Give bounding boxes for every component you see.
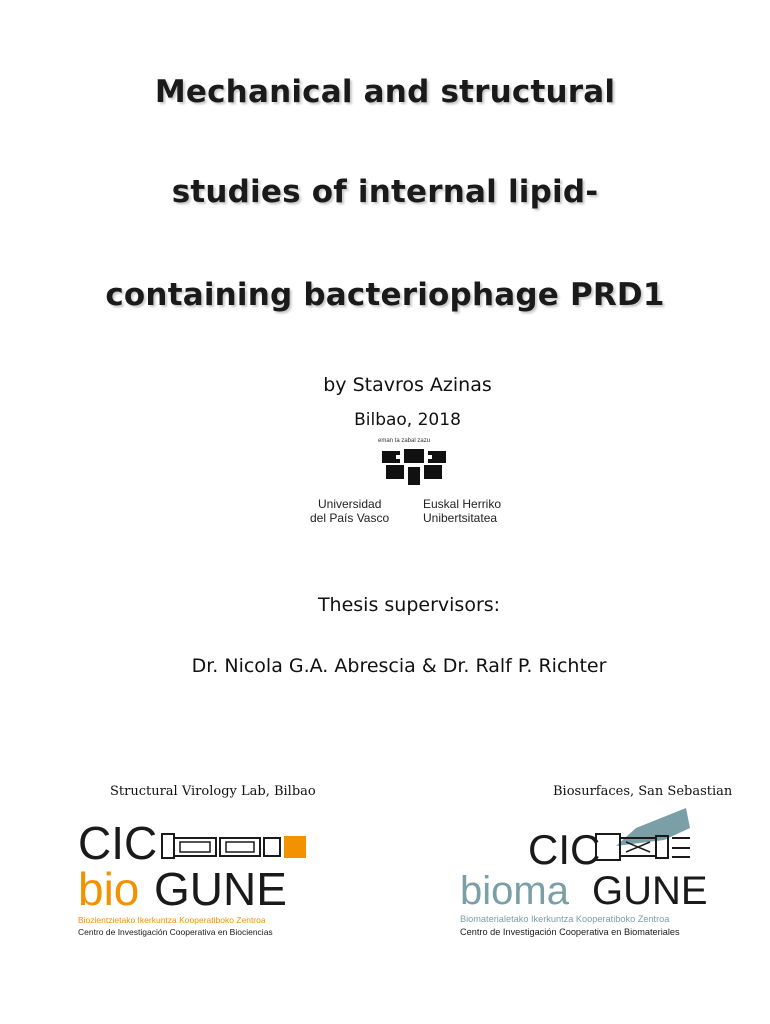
supervisors-heading: Thesis supervisors: bbox=[317, 594, 501, 616]
cic-biogune-logo bbox=[78, 817, 318, 940]
place-year: Bilbao, 2018 bbox=[354, 410, 461, 430]
right-lab-caption: Biosurfaces, San Sebastian bbox=[553, 784, 733, 799]
title-line-3: containing bacteriophage PRD1 bbox=[105, 277, 665, 313]
biomagune-sub1: Biomaterialetako Ikerkuntza Kooperatiboko Zentroa bbox=[460, 914, 670, 924]
biogune-sub2: Centro de Investigación Cooperativa en Biociencias bbox=[78, 927, 273, 937]
biomagune-sub2: Centro de Investigación Cooperativa en Biomateriales bbox=[460, 927, 680, 937]
biomagune-cic-text: CIC bbox=[528, 826, 601, 873]
left-lab-caption: Structural Virology Lab, Bilbao bbox=[110, 784, 316, 799]
biogune-building-icon bbox=[160, 828, 310, 860]
upv-left-name-2: del País Vasco bbox=[310, 511, 390, 525]
biogune-gune-text: GUNE bbox=[154, 863, 287, 915]
author: by Stavros Azinas bbox=[323, 374, 492, 396]
upv-right-name-2: Unibertsitatea bbox=[423, 511, 498, 525]
biogune-sub1-prefix: Biozientzietako bbox=[78, 915, 136, 925]
upv-tree-icon bbox=[378, 447, 450, 487]
biogune-bio-text: bio bbox=[78, 863, 140, 915]
cic-biomagune-logo bbox=[460, 806, 740, 940]
upv-motto: eman ta zabal zazu bbox=[378, 438, 431, 444]
title-line-2: studies of internal lipid- bbox=[171, 174, 599, 210]
biogune-cic-text: CIC bbox=[78, 817, 158, 869]
title-line-1: Mechanical and structural bbox=[154, 74, 616, 110]
biomagune-gune-text: GUNE bbox=[592, 869, 708, 913]
biogune-sub1 bbox=[78, 915, 266, 925]
upv-left-name-1: Universidad bbox=[318, 497, 382, 511]
upv-ehu-logo bbox=[300, 438, 520, 533]
biogune-sub1-rest: Ikerkuntza Kooperatiboko Zentroa bbox=[137, 915, 266, 925]
supervisors-names: Dr. Nicola G.A. Abrescia & Dr. Ralf P. Richter bbox=[191, 655, 607, 677]
upv-right-name-1: Euskal Herriko bbox=[423, 497, 502, 511]
biomagune-bioma-text: bioma bbox=[460, 869, 569, 913]
